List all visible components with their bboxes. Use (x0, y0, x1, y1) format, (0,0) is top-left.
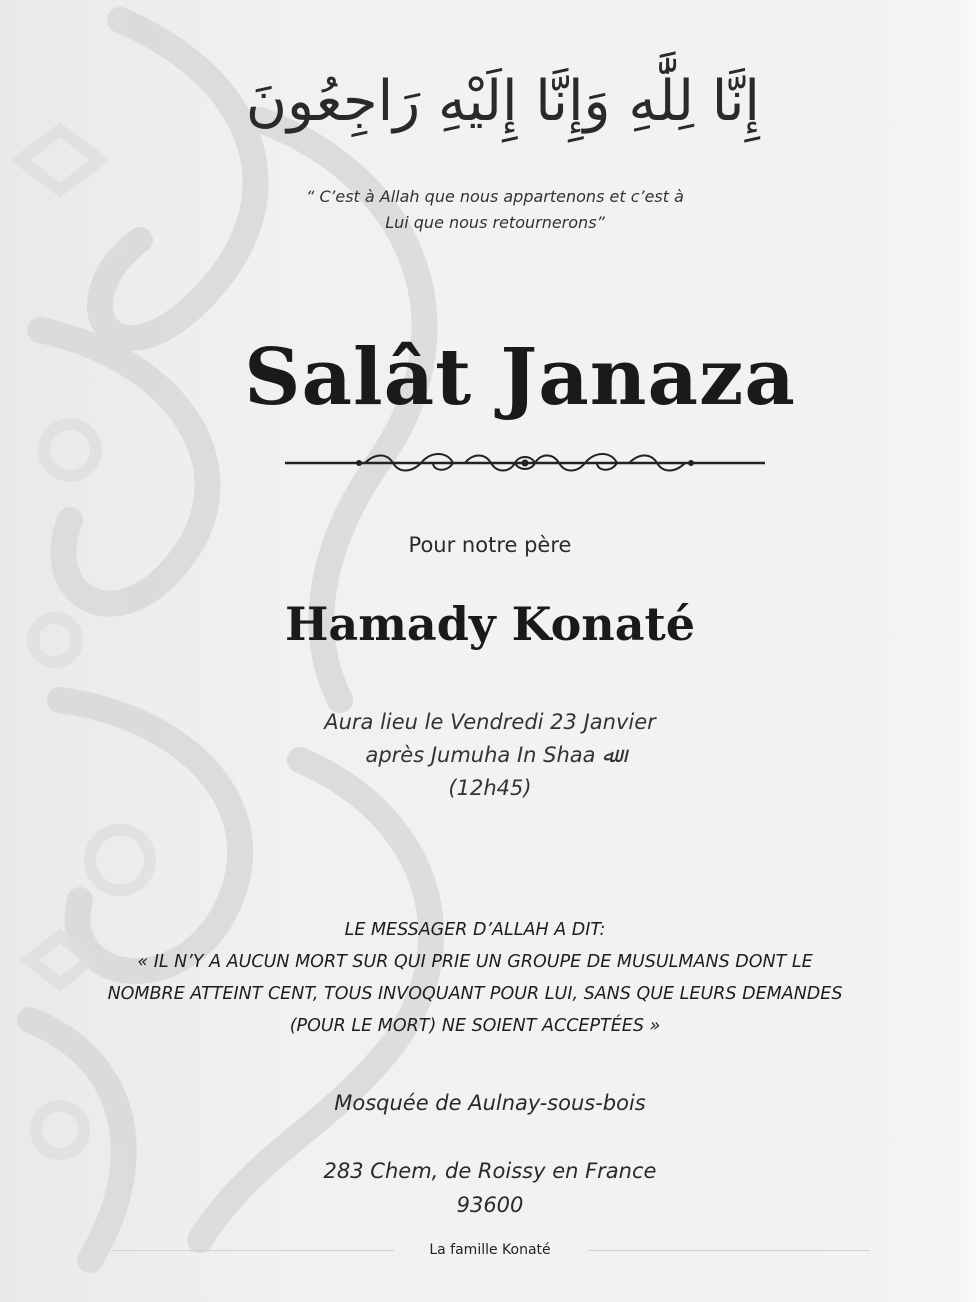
arabic-verse: إِنَّا لِلَّٰهِ وَإِنَّا إِلَيْهِ رَاجِعُونَ (245, 69, 760, 134)
hadith-line-1: LE MESSAGER D’ALLAH A DIT: (344, 920, 606, 940)
hadith-line-4: (POUR LE MORT) NE SOIENT ACCEPTÉES » (289, 1016, 661, 1036)
mosque-name: Mosquée de Aulnay-sous-bois (334, 1091, 646, 1115)
date-line: Aura lieu le Vendredi 23 Janvier (324, 710, 656, 734)
hadith-quote (0, 914, 950, 1042)
page-title: Salât Janaza (244, 332, 796, 423)
verse-translation (240, 184, 750, 236)
family-signature: La famille Konaté (429, 1242, 551, 1258)
hadith-line-2: « IL N’Y A AUCUN MORT SUR QUI PRIE UN GROUPE DE MUSULMANS DONT LE (137, 952, 813, 972)
footer-rule-left (112, 1250, 394, 1251)
translation-line-2: Lui que nous retournerons” (385, 213, 605, 232)
page-edge (948, 0, 980, 1302)
hadith-line-3: NOMBRE ATTEINT CENT, TOUS INVOQUANT POUR LUI, SANS QUE LEURS DEMANDES (107, 984, 843, 1004)
time-line: (12h45) (448, 776, 532, 800)
footer-rule-right (588, 1250, 870, 1251)
deceased-name: Hamady Konaté (284, 597, 696, 651)
address-street: 283 Chem, de Roissy en France (323, 1159, 657, 1183)
address-postcode: 93600 (456, 1193, 524, 1217)
mosque-address (230, 1154, 750, 1222)
prayer-time-info (230, 706, 750, 805)
after-prayer-line: après Jumuha In Shaa ﷲ (365, 743, 615, 767)
dedication: Pour notre père (408, 533, 572, 557)
ornamental-divider (285, 448, 765, 478)
translation-line-1: “ C’est à Allah que nous appartenons et c’est à (306, 187, 684, 206)
